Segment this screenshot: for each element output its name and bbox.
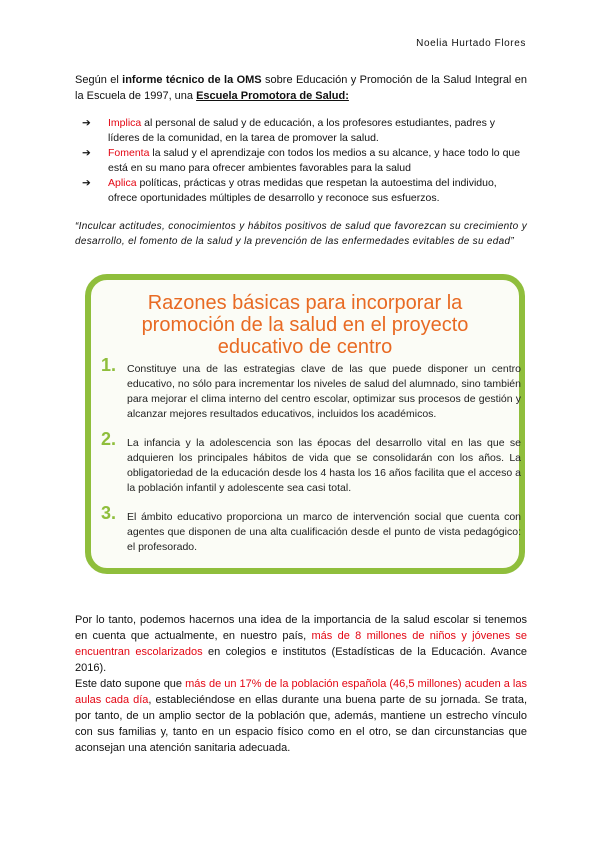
reasons-box bbox=[85, 274, 525, 574]
list-item bbox=[82, 146, 528, 176]
reason-text: El ámbito educativo proporciona un marco de intervención social que cuenta con agentes que disponen de una alta cualificación desde el punto de vista pedagógico: el profesorado. bbox=[127, 511, 521, 553]
paragraph-text: Este dato supone que bbox=[75, 678, 186, 690]
intro-text-1: Según el bbox=[75, 74, 123, 86]
highlight-text: más de 8 millones de niños y jóvenes se encuentran escolarizados bbox=[75, 630, 528, 658]
reason-number: 1. bbox=[101, 355, 117, 375]
paragraph-text: , estableciéndose en ellas durante una buena parte de su jornada. Se trata, por tanto, de un amplio sector de la población que, además, mantiene un estrecho vínculo con sus familias y, tanto en un espacio físico como en el otro, se dan circunstancias que aconsejan una atención sanitaria adecuada. bbox=[75, 694, 527, 754]
highlight-text: más de un 17% de la población española (46,5 millones) acuden a las aulas cada día bbox=[75, 678, 527, 706]
reason-text: Constituye una de las estrategias clave de las que puede disponer un centro educativo, no sólo para incrementar los niveles de salud del alumnado, sino también para mejorar el clima interno del centro escolar, optimizar sus procesos de gestión y alcanzar mejores resultados educativos, incluidos los académicos. bbox=[127, 363, 521, 420]
reason-number: 3. bbox=[101, 503, 117, 523]
bullet-keyword: Implica bbox=[108, 117, 142, 129]
reason-item bbox=[101, 503, 521, 555]
list-item bbox=[82, 176, 528, 206]
quote: “Inculcar actitudes, conocimientos y hábitos positivos de salud que favorezcan su crecimiento y desarrollo, el fomento de la salud y la prevención de las enfermedades evitables de su edad” bbox=[75, 221, 527, 247]
author-name: Noelia Hurtado Flores bbox=[416, 38, 526, 49]
intro-paragraph bbox=[75, 72, 527, 104]
bullet-text: la salud y el aprendizaje con todos los medios a su alcance, y hace todo lo que está en su mano para ofrecer ambientes favorables para la salud bbox=[108, 147, 521, 174]
reason-text: La infancia y la adolescencia son las épocas del desarrollo vital en las que se adquieren los principales hábitos de vida que se consolidarán con los años. La obligatoriedad de la educación desde los 4 hasta los 16 años facilita que el acceso a la población infantil y adolescente sea casi total. bbox=[127, 437, 521, 494]
bullet-keyword: Aplica bbox=[108, 177, 137, 189]
box-title bbox=[91, 292, 519, 358]
intro-bold-school: Escuela Promotora de Salud: bbox=[196, 90, 349, 102]
reason-item bbox=[101, 355, 521, 422]
intro-bold-report: informe técnico de la OMS bbox=[122, 74, 262, 86]
arrow-icon: ➔ bbox=[82, 177, 91, 189]
bullet-keyword: Fomenta bbox=[108, 147, 150, 159]
reason-item bbox=[101, 429, 521, 496]
intro-text-2: sobre Educación y Promoción de la Salud Integral en la Escuela de 1997, una bbox=[75, 74, 528, 102]
paragraph-text: Por lo tanto, podemos hacernos una idea de la importancia de la salud escolar si tenemos en cuenta que actualmente, en nuestro país, bbox=[75, 614, 527, 642]
list-item bbox=[82, 116, 528, 146]
bullet-text: políticas, prácticas y otras medidas que respetan la autoestima del individuo, ofrece oportunidades múltiples de desarrollo y reconoce sus esfuerzos. bbox=[108, 177, 497, 204]
box-title-line: Razones básicas para incorporar la bbox=[147, 292, 463, 314]
box-title-line: promoción de la salud en el proyecto bbox=[141, 314, 469, 336]
box-title-line: educativo de centro bbox=[217, 336, 393, 358]
paragraph-population bbox=[75, 676, 527, 756]
arrow-icon: ➔ bbox=[82, 117, 91, 129]
arrow-icon: ➔ bbox=[82, 147, 91, 159]
paragraph-text: en colegios e institutos (Estadísticas de la Educación. Avance 2016). bbox=[75, 646, 527, 674]
reason-number: 2. bbox=[101, 429, 117, 449]
bullet-list bbox=[82, 116, 528, 206]
paragraph-enrolment bbox=[75, 612, 527, 676]
bullet-text: al personal de salud y de educación, a los profesores estudiantes, padres y líderes de la comunidad, en la tarea de promover la salud. bbox=[108, 117, 495, 144]
